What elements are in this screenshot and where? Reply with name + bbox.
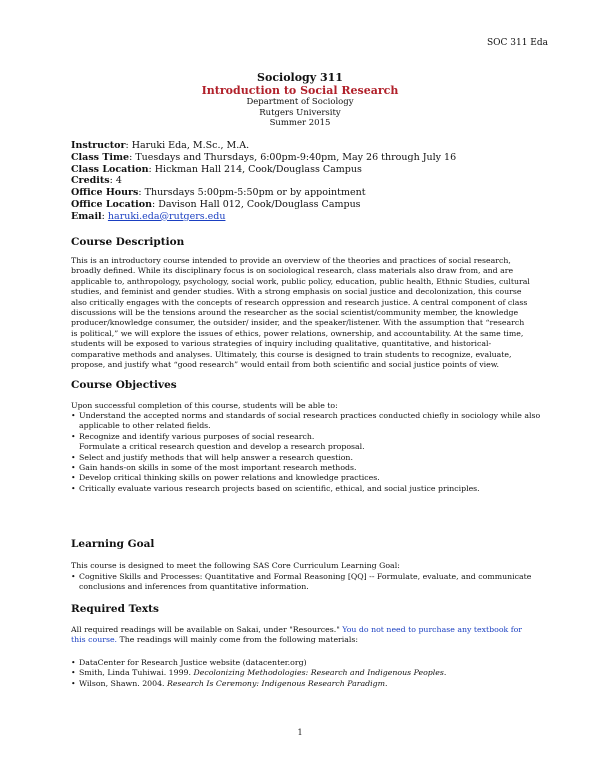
objectives-intro: Upon successful completion of this course, students will be able to: <box>71 401 338 410</box>
list-item: • Select and justify methods that will help answer a research question. <box>71 453 541 463</box>
required-texts-heading: Required Texts <box>71 603 159 615</box>
office-location-line: Office Location: Davison Hall 012, Cook/Douglass Campus <box>71 198 361 210</box>
course-description-text: This is an introductory course intended to provide an overview of the theories and practices of social research, broadly defined. While its disciplinary focus is on sociological research, class materials also draw from, and are applicable to, anthropology, psychology, social work, public policy, education, public health, Ethnic Studies, cultural studies, and feminist and gender studies. With a strong emphasis on social justice and decolonization, this course also critically engages with the concepts of research oppression and research justice. A central component of class discussions will be the tensions around the researcher as the social scientist/community member, the knowledge producer/knowledge consumer, the outsider/ insider, and the speaker/listener. With the assumption that “research is political,” we will explore the issues of ethics, power relations, ownership, and accountability. At the same time, students will be exposed to various strategies of inquiry including qualitative, quantitative, and historical-comparative methods and analyses. Ultimately, this course is designed to train students to recognize, evaluate, propose, and justify what “good research” would entail from both scientific and social justice points of view. <box>71 256 530 370</box>
credits-line: Credits: 4 <box>71 175 122 187</box>
course-objectives-heading: Course Objectives <box>71 379 177 391</box>
learning-goal-intro: This course is designed to meet the following SAS Core Curriculum Learning Goal: <box>71 561 400 570</box>
running-head: SOC 311 Eda <box>486 38 548 48</box>
page-number: 1 <box>297 728 303 737</box>
term: Summer 2015 <box>269 118 331 128</box>
no-purchase-note: You do not need to purchase any textbook for this course. <box>71 625 523 645</box>
email-link[interactable]: haruki.eda@rutgers.edu <box>107 210 226 222</box>
learning-goal-heading: Learning Goal <box>71 538 155 550</box>
list-item: • Smith, Linda Tuhiwai. 1999. Decolonizing Methodologies: Research and Indigenous Peoples. <box>71 668 541 678</box>
list-item: • Wilson, Shawn. 2004. Research Is Ceremony: Indigenous Research Paradigm. <box>71 679 541 689</box>
required-texts-intro: All required readings will be available on Sakai, under "Resources." You do not need to purchase any textbook for this course. The readings will mainly come from the following materials: <box>71 625 523 645</box>
office-hours-line: Office Hours: Thursdays 5:00pm-5:50pm or by appointment <box>71 187 366 199</box>
objectives-list <box>71 411 541 494</box>
list-item: • Critically evaluate various research projects based on scientific, ethical, and social justice principles. <box>71 484 541 494</box>
list-item: • Develop critical thinking skills on power relations and knowledge practices. <box>71 473 541 483</box>
instructor-line: Instructor: Haruki Eda, M.Sc., M.A. <box>71 140 250 151</box>
course-description-heading: Course Description <box>71 236 185 248</box>
course-info <box>71 140 456 223</box>
class-time-line: Class Time: Tuesdays and Thursdays, 6:00pm-9:40pm, May 26 through July 16 <box>71 151 457 163</box>
list-item: • DataCenter for Research Justice website (datacenter.org) <box>71 658 541 668</box>
list-item: • Understand the accepted norms and standards of social research practices conducted chiefly in sociology while also applicable to other related fields. <box>71 411 541 432</box>
course-subtitle: Introduction to Social Research <box>201 84 399 97</box>
required-texts-list <box>71 658 541 689</box>
class-location-line: Class Location: Hickman Hall 214, Cook/Douglass Campus <box>71 163 362 175</box>
course-title: Sociology 311 <box>257 71 343 84</box>
university: Rutgers University <box>259 107 341 118</box>
department: Department of Sociology <box>246 97 354 107</box>
title-block <box>0 71 600 129</box>
list-item: • Cognitive Skills and Processes: Quantitative and Formal Reasoning [QQ] -- Formulate, evaluate, and communicate conclusions and inferences from quantitative information. <box>71 572 541 593</box>
list-item: • Gain hands-on skills in some of the most important research methods. <box>71 463 541 473</box>
email-line: Email: haruki.eda@rutgers.edu <box>71 210 226 222</box>
learning-goal-list <box>71 572 541 593</box>
list-item: • Recognize and identify various purposes of social research. Formulate a critical research question and develop a research proposal. <box>71 432 541 453</box>
